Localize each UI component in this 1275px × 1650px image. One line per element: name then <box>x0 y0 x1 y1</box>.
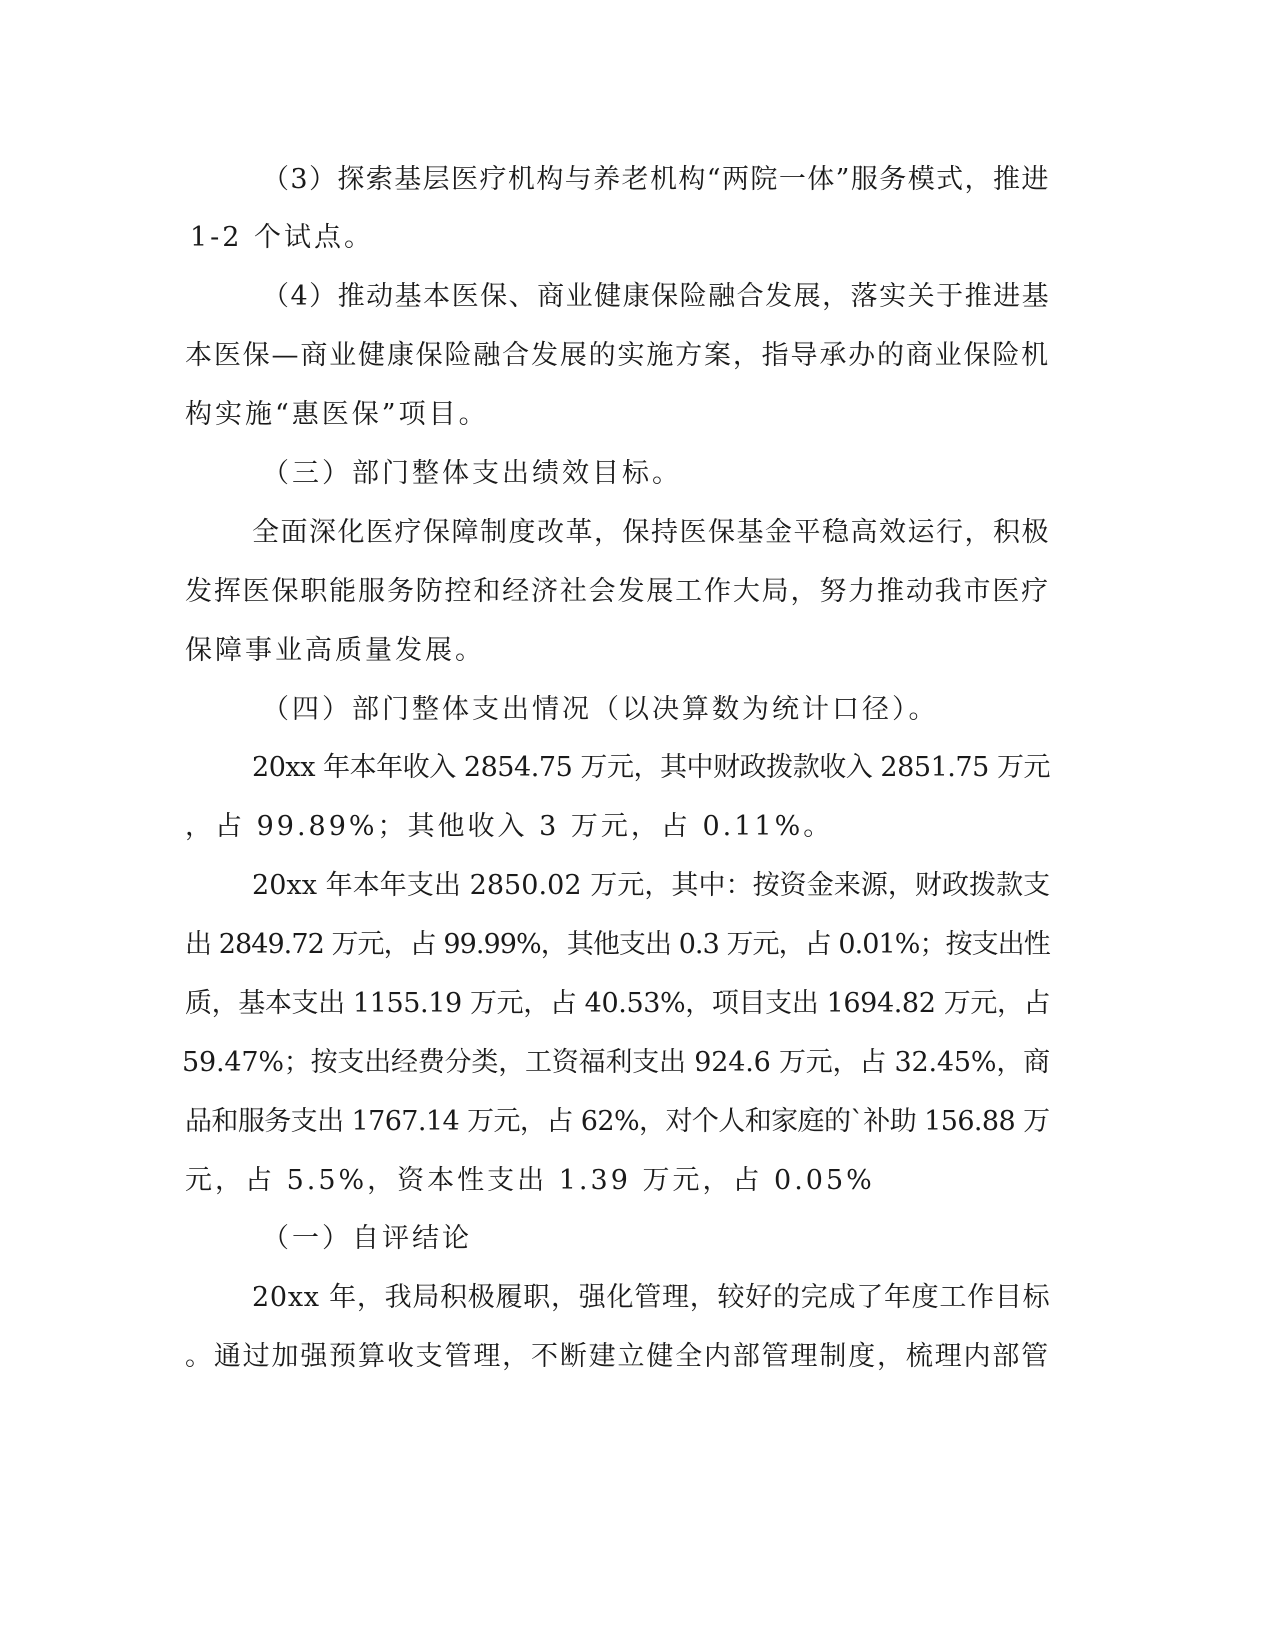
section-heading: （三）部门整体支出绩效目标。 <box>262 458 682 489</box>
paragraph-line: 质，基本支出 1155.19 万元，占 40.53%，项目支出 1694.82 万元，占 <box>185 988 1051 1019</box>
paragraph-line: 1-2 个试点。 <box>190 222 375 253</box>
paragraph-line: 保障事业高质量发展。 <box>185 635 485 666</box>
paragraph-line: 发挥医保职能服务防控和经济社会发展工作大局，努力推动我市医疗 <box>185 576 1050 607</box>
paragraph-line: 。通过加强预算收支管理，不断建立健全内部管理制度，梳理内部管 <box>185 1341 1050 1372</box>
paragraph-line: 20xx 年本年收入 2854.75 万元，其中财政拨款收入 2851.75 万元 <box>252 752 1051 783</box>
paragraph-line: 全面深化医疗保障制度改革，保持医保基金平稳高效运行，积极 <box>252 517 1050 548</box>
paragraph-line: 本医保—商业健康保险融合发展的实施方案，指导承办的商业保险机 <box>185 340 1050 371</box>
paragraph-line: 20xx 年本年支出 2850.02 万元，其中：按资金来源，财政拨款支 <box>252 870 1051 901</box>
paragraph-line: 出 2849.72 万元，占 99.99%，其他支出 0.3 万元，占 0.01%；按支出性 <box>185 929 1050 960</box>
paragraph-line: （3）探索基层医疗机构与养老机构“两院一体”服务模式，推进 <box>262 164 1050 195</box>
paragraph-line: 元，占 5.5%，资本性支出 1.39 万元，占 0.05% <box>185 1165 875 1196</box>
paragraph-line: 构实施“惠医保”项目。 <box>185 399 489 430</box>
paragraph-line: （4）推动基本医保、商业健康保险融合发展，落实关于推进基 <box>262 281 1051 312</box>
paragraph-line: 20xx 年，我局积极履职，强化管理，较好的完成了年度工作目标 <box>252 1282 1051 1313</box>
section-heading: （一）自评结论 <box>262 1223 472 1254</box>
paragraph-line: 59.47%；按支出经费分类，工资福利支出 924.6 万元，占 32.45%，商 <box>182 1047 1050 1078</box>
paragraph-line: 品和服务支出 1767.14 万元，占 62%，对个人和家庭的`补助 156.88 万 <box>185 1106 1050 1137</box>
section-heading: （四）部门整体支出情况（以决算数为统计口径）。 <box>262 694 939 725</box>
paragraph-line: ，占 99.89%；其他收入 3 万元，占 0.11%。 <box>185 811 834 842</box>
